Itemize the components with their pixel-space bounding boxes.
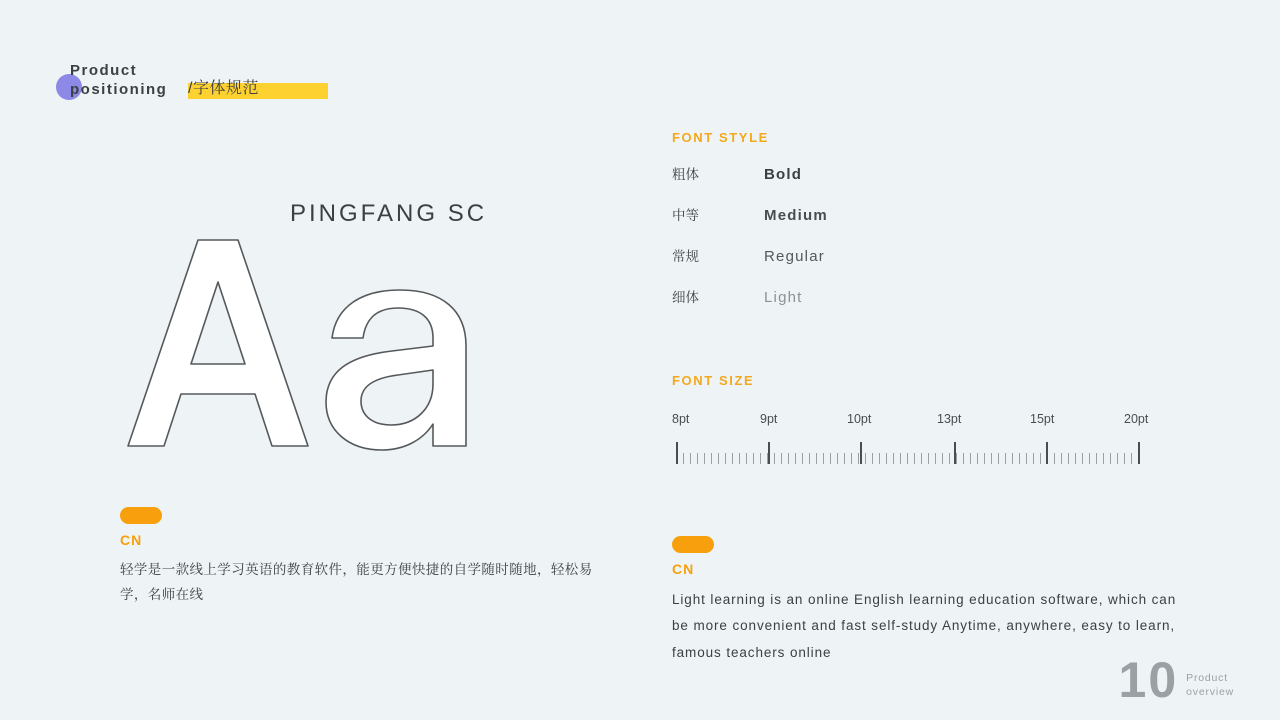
ruler-tick-minor [809, 453, 810, 464]
ruler-tick-minor [935, 453, 936, 464]
ruler-tick-minor [991, 453, 992, 464]
en-body-text: Light learning is an online English learning education software, which can be more convenient and fast self-study Anytime, anywhere, easy to learn, famous teachers online [672, 592, 1177, 660]
ruler-ticks [672, 438, 1150, 464]
page-title-line2: positioning [70, 80, 168, 98]
ruler-tick-minor [774, 453, 775, 464]
ruler-tick-minor [732, 453, 733, 464]
footer-label-line1: Product [1186, 671, 1228, 684]
ruler-label: 8pt [672, 412, 690, 426]
page-subtitle-wrap [188, 75, 259, 100]
cn-copy-block [120, 507, 640, 608]
table-row [672, 245, 1212, 286]
footer-label-line2: overview [1186, 685, 1234, 698]
ruler-tick-minor [725, 453, 726, 464]
style-cn-label: 粗体 [672, 167, 699, 182]
font-spec-panel [672, 130, 1212, 666]
ruler-tick-major [676, 442, 678, 464]
style-en-label: Regular [764, 248, 825, 265]
ruler-tick-minor [921, 453, 922, 464]
cn-pill-label: CN [120, 532, 143, 548]
cn-pill-badge [120, 507, 162, 524]
font-style-heading: FONT STYLE [672, 130, 769, 145]
ruler-tick-minor [739, 453, 740, 464]
font-style-table [672, 163, 1212, 327]
table-row [672, 286, 1212, 327]
ruler-tick-major [860, 442, 862, 464]
ruler-tick-minor [844, 453, 845, 464]
ruler-tick-minor [1075, 453, 1076, 464]
table-row [672, 163, 1212, 204]
ruler-tick-minor [711, 453, 712, 464]
ruler-tick-minor [1040, 453, 1041, 464]
ruler-tick-minor [858, 453, 859, 464]
ruler-tick-minor [879, 453, 880, 464]
ruler-tick-minor [1089, 453, 1090, 464]
ruler-tick-minor [788, 453, 789, 464]
ruler-tick-minor [690, 453, 691, 464]
ruler-tick-minor [893, 453, 894, 464]
ruler-tick-minor [746, 453, 747, 464]
ruler-tick-minor [795, 453, 796, 464]
ruler-tick-minor [1103, 453, 1104, 464]
style-cn-label: 细体 [672, 290, 699, 305]
typeface-showcase [120, 200, 640, 608]
ruler-tick-minor [1019, 453, 1020, 464]
page-title-line1: Product [70, 62, 138, 79]
page-title [56, 62, 186, 100]
ruler-tick-minor [886, 453, 887, 464]
ruler-tick-minor [1124, 453, 1125, 464]
ruler-tick-minor [1005, 453, 1006, 464]
ruler-tick-major [1046, 442, 1048, 464]
ruler-tick-minor [970, 453, 971, 464]
ruler-tick-minor [1012, 453, 1013, 464]
ruler-tick-minor [956, 453, 957, 464]
ruler-tick-minor [914, 453, 915, 464]
ruler-tick-minor [683, 453, 684, 464]
ruler-tick-minor [851, 453, 852, 464]
ruler-label: 15pt [1030, 412, 1055, 426]
ruler-label: 10pt [847, 412, 872, 426]
ruler-tick-minor [753, 453, 754, 464]
font-size-heading: FONT SIZE [672, 373, 755, 388]
en-copy-block [672, 536, 1212, 666]
ruler-tick-minor [963, 453, 964, 464]
table-row [672, 204, 1212, 245]
ruler-tick-major [954, 442, 956, 464]
ruler-tick-minor [942, 453, 943, 464]
ruler-tick-minor [718, 453, 719, 464]
ruler-tick-minor [837, 453, 838, 464]
ruler-tick-minor [865, 453, 866, 464]
ruler-tick-minor [1054, 453, 1055, 464]
ruler-tick-minor [760, 453, 761, 464]
ruler-tick-minor [977, 453, 978, 464]
ruler-tick-minor [1082, 453, 1083, 464]
ruler-tick-minor [1026, 453, 1027, 464]
ruler-tick-minor [816, 453, 817, 464]
style-cn-label: 中等 [672, 208, 699, 223]
ruler-tick-minor [1117, 453, 1118, 464]
en-pill-label: CN [672, 561, 695, 577]
slide-header [56, 62, 259, 100]
style-en-label: Medium [764, 207, 828, 224]
typeface-name: PINGFANG SC [290, 200, 488, 227]
ruler-tick-minor [984, 453, 985, 464]
glyph-outline-Aa [120, 234, 520, 459]
ruler-labels [672, 412, 1150, 428]
ruler-tick-minor [697, 453, 698, 464]
ruler-tick-minor [1068, 453, 1069, 464]
ruler-tick-minor [949, 453, 950, 464]
ruler-tick-minor [781, 453, 782, 464]
style-en-label: Light [764, 289, 803, 306]
glyph-specimen [120, 234, 640, 459]
ruler-tick-minor [907, 453, 908, 464]
ruler-tick-minor [823, 453, 824, 464]
ruler-tick-major [768, 442, 770, 464]
ruler-tick-minor [900, 453, 901, 464]
ruler-tick-minor [1096, 453, 1097, 464]
style-cn-label: 常规 [672, 249, 699, 264]
page-subtitle: /字体规范 [188, 79, 259, 97]
style-en-label: Bold [764, 166, 803, 183]
footer-label [1186, 671, 1234, 699]
font-size-ruler [672, 412, 1150, 464]
ruler-tick-minor [704, 453, 705, 464]
page-number: 10 [1118, 651, 1179, 708]
ruler-tick-minor [872, 453, 873, 464]
ruler-label: 20pt [1124, 412, 1149, 426]
ruler-tick-minor [1061, 453, 1062, 464]
ruler-tick-minor [1131, 453, 1132, 464]
ruler-label: 9pt [760, 412, 778, 426]
ruler-tick-major [1138, 442, 1140, 464]
ruler-tick-minor [802, 453, 803, 464]
ruler-tick-minor [928, 453, 929, 464]
en-pill-badge [672, 536, 714, 553]
cn-body-text: 轻学是一款线上学习英语的教育软件，能更方便快捷的自学随时随地，轻松易学，名师在线 [120, 562, 593, 602]
slide-footer [1118, 651, 1234, 708]
ruler-tick-minor [1110, 453, 1111, 464]
ruler-label: 13pt [937, 412, 962, 426]
ruler-tick-minor [1033, 453, 1034, 464]
ruler-tick-minor [830, 453, 831, 464]
ruler-tick-minor [998, 453, 999, 464]
